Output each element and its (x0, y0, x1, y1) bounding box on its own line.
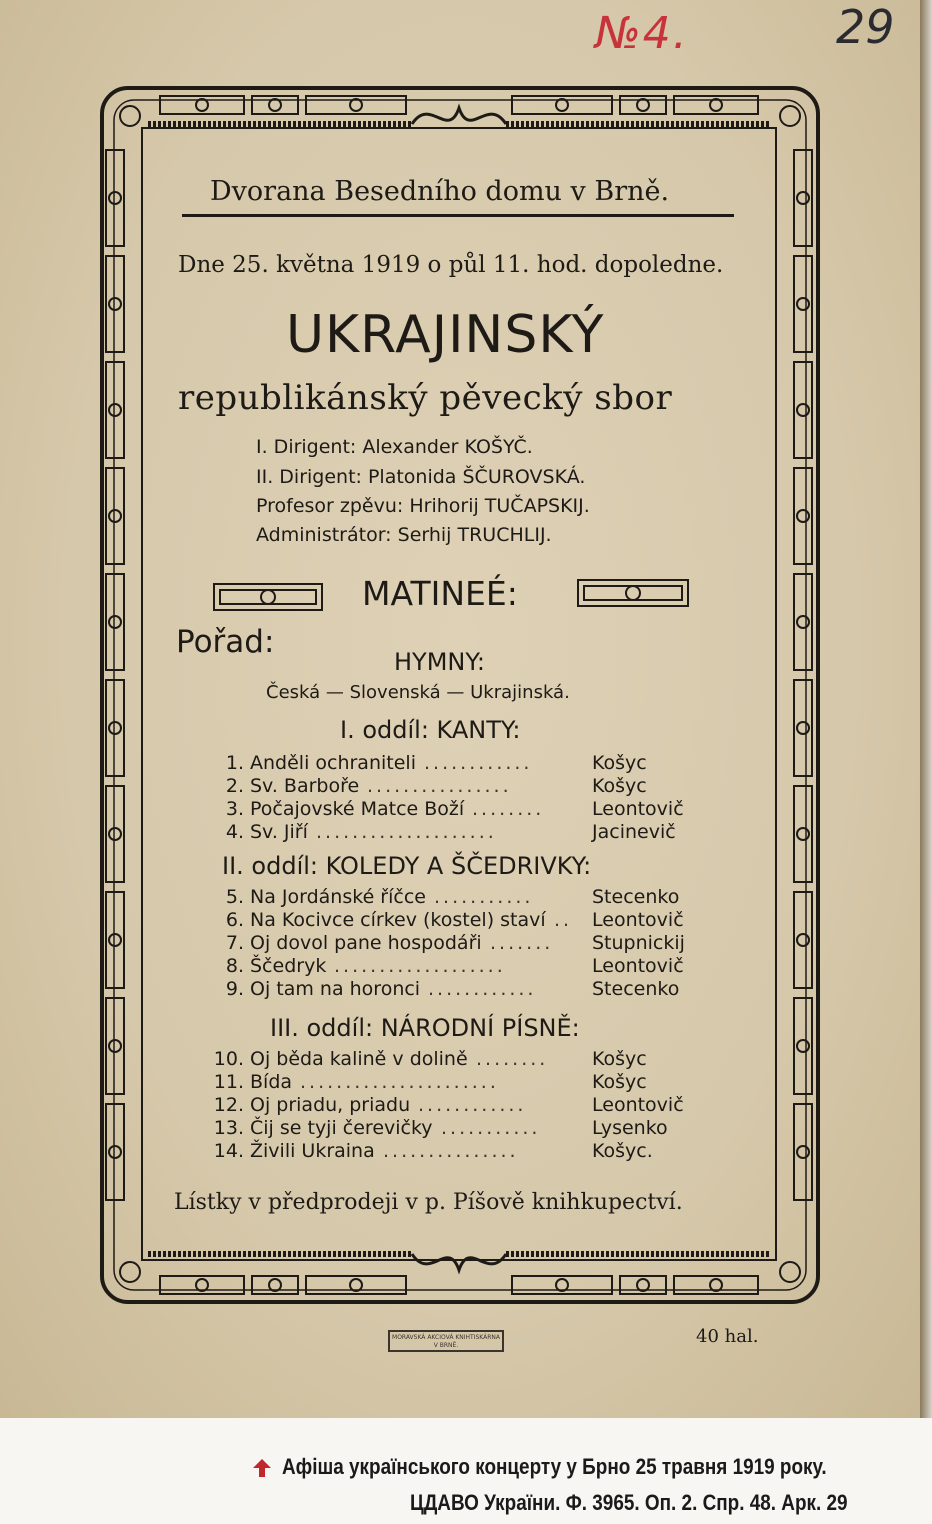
program-item-number: 5. (225, 886, 244, 908)
program-item-composer: Košyc (592, 1048, 647, 1070)
staff-line: I. Dirigent: Alexander KOŠYČ. (256, 436, 533, 458)
program-item-title: Bída (250, 1071, 293, 1093)
program-item-composer: Jacinevič (592, 821, 676, 843)
program-item-composer: Stecenko (592, 978, 680, 1000)
leader-dots: ............ (418, 1094, 527, 1116)
program-item-composer: Leontovič (592, 909, 684, 931)
program-item-title: Sv. Barboře (250, 775, 360, 797)
program-item-composer: Leontovič (592, 1094, 684, 1116)
program-item-title: Oj tam na horonci (250, 978, 421, 1000)
program-item (0, 775, 760, 799)
venue-underline (182, 214, 734, 217)
program-item-title: Oj dovol pane hospodáři (250, 932, 482, 954)
program-item-number: 1. (225, 752, 244, 774)
program-item-composer: Košyc (592, 752, 647, 774)
leader-dots: ........ (476, 1048, 549, 1070)
leader-dots: ............ (424, 752, 533, 774)
handwritten-document-number: №4. (595, 8, 689, 59)
program-item (0, 932, 760, 956)
leader-dots: ........ (472, 798, 545, 820)
staff-line: Administrátor: Serhij TRUCHLIJ. (256, 524, 552, 546)
program-item (0, 821, 760, 845)
concert-date: Dne 25. května 1919 o půl 11. hod. dopoledne. (178, 252, 724, 278)
program-item-number: 12. (213, 1094, 244, 1116)
program-item-composer: Leontovič (592, 798, 684, 820)
program-item-number: 8. (225, 955, 244, 977)
program-item (0, 1071, 760, 1095)
leader-dots: ................... (334, 955, 506, 977)
leader-dots: ............... (383, 1140, 519, 1162)
program-item-composer: Košyc (592, 775, 647, 797)
program-label: Pořad: (176, 624, 275, 660)
program-item-number: 4. (225, 821, 244, 843)
program-item (0, 886, 760, 910)
event-type: MATINEÉ: (362, 574, 518, 613)
program-item-title: Oj priadu, priadu (250, 1094, 411, 1116)
program-item-title: Anděli ochraniteli (250, 752, 416, 774)
program-item-title: Sv. Jiří (250, 821, 308, 843)
program-item-title: Počajovské Matce Boží (250, 798, 465, 820)
program-item-title: Oj běda kalině v dolině (250, 1048, 468, 1070)
program-item-title: Ščedryk (250, 955, 327, 977)
staff-line: II. Dirigent: Platonida ŠČUROVSKÁ. (256, 466, 586, 488)
program-item-title: Živili Ukraina (250, 1140, 375, 1162)
leader-dots: ................ (367, 775, 512, 797)
program-item (0, 752, 760, 776)
program-item (0, 1094, 760, 1118)
up-arrow-icon (252, 1458, 272, 1478)
handwritten-page-number: 29 (836, 0, 895, 54)
program-item-composer: Košyc. (592, 1140, 653, 1162)
poster-title: UKRAJINSKÝ (286, 305, 605, 365)
program-item-number: 13. (213, 1117, 244, 1139)
program-item (0, 1117, 760, 1141)
program-item (0, 978, 760, 1002)
program-item (0, 1048, 760, 1072)
program-item-number: 3. (225, 798, 244, 820)
hymns-heading: HYMNY: (394, 648, 485, 676)
program-item-title: Čij se tyji čerevičky (250, 1117, 433, 1139)
program-item (0, 798, 760, 822)
poster-subtitle: republikánský pěvecký sbor (178, 378, 673, 418)
program-item-number: 9. (225, 978, 244, 1000)
section-heading: III. oddíl: NÁRODNÍ PÍSNĚ: (270, 1014, 580, 1042)
staff-line: Profesor zpěvu: Hrihorij TUČAPSKIJ. (256, 495, 590, 517)
program-item-title: Na Kocivce církev (kostel) staví (250, 909, 546, 931)
leader-dots: ............ (428, 978, 537, 1000)
program-item (0, 909, 760, 933)
program-item-composer: Stupnickij (592, 932, 685, 954)
program-item-composer: Stecenko (592, 886, 680, 908)
leader-dots: ........... (441, 1117, 541, 1139)
tickets-note: Lístky v předprodeji v p. Píšově knihkupectví. (174, 1190, 683, 1215)
caption-line-1: Афіша українського концерту у Брно 25 травня 1919 року. (282, 1454, 827, 1479)
program-item-title: Na Jordánské říčce (250, 886, 426, 908)
program-item-number: 11. (213, 1071, 244, 1093)
program-item-number: 7. (225, 932, 244, 954)
program-item-composer: Košyc (592, 1071, 647, 1093)
leader-dots: ....... (490, 932, 554, 954)
program-item (0, 1140, 760, 1164)
section-heading: II. oddíl: KOLEDY A ŠČEDRIVKY: (222, 852, 592, 880)
venue-heading: Dvorana Besedního domu v Brně. (210, 176, 670, 207)
poster-price: 40 hal. (696, 1326, 759, 1347)
leader-dots: ...................... (300, 1071, 499, 1093)
leader-dots: .................... (316, 821, 497, 843)
program-item-number: 2. (225, 775, 244, 797)
section-heading: I. oddíl: KANTY: (340, 716, 521, 744)
program-item-composer: Leontovič (592, 955, 684, 977)
caption-line-2: ЦДАВО України. Ф. 3965. Оп. 2. Спр. 48. Арк. 29 (410, 1490, 848, 1515)
leader-dots: ........... (434, 886, 534, 908)
hymns-list: Česká — Slovenská — Ukrajinská. (266, 682, 570, 703)
program-item-number: 6. (225, 909, 244, 931)
program-item-number: 10. (213, 1048, 244, 1070)
program-item-number: 14. (213, 1140, 244, 1162)
program-item-composer: Lysenko (592, 1117, 668, 1139)
program-item (0, 955, 760, 979)
printer-stamp: MORAVSKÁ AKCIOVÁ KNIHTISKÁRNA V BRNĚ. (388, 1330, 504, 1352)
leader-dots: .. (554, 909, 573, 931)
